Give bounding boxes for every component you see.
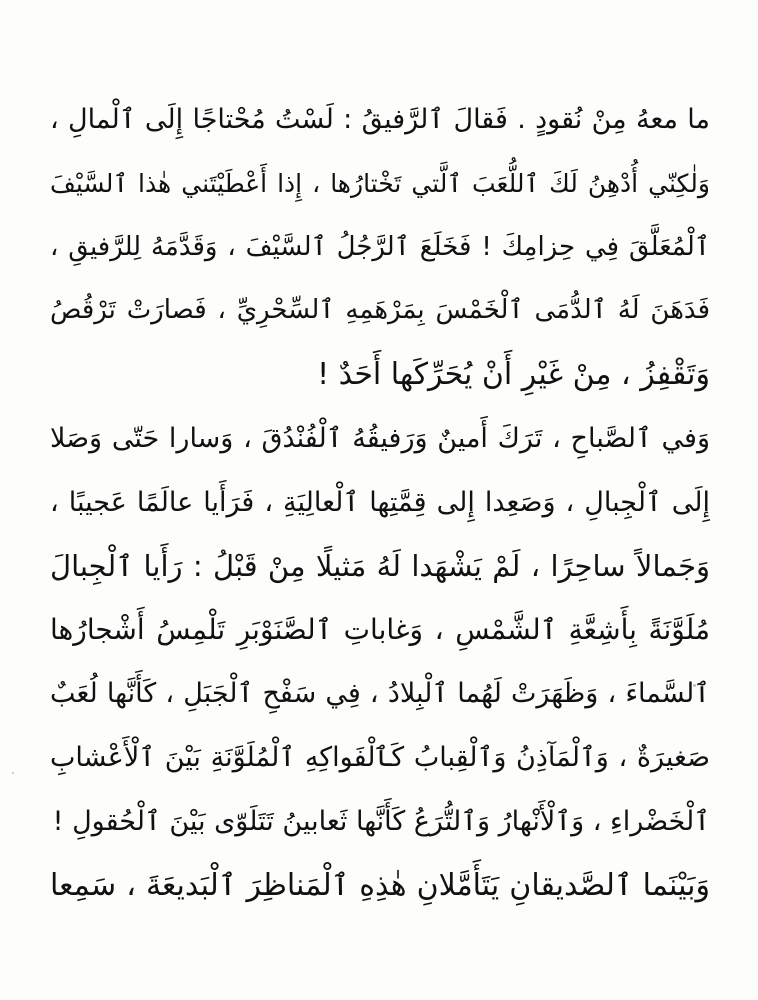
page-speck — [12, 772, 14, 774]
text-line: ما معهُ مِنْ نُقودٍ . فَقالَ ٱلرَّفيقُ : لَسْتُ مُحْتاجًا إِلَى ٱلْمالِ ، — [50, 104, 710, 135]
arabic-text-block — [50, 88, 710, 917]
text-line: وَتَقْفِزُ ، مِنْ غَيْرِ أَنْ يُحَرِّكَها أَحَدٌ ! — [317, 357, 710, 393]
text-line: ٱلسَّماءَ ، وَظَهَرَتْ لَهُما ٱلْبِلادُ ، فِي سَفْحِ ٱلْجَبَلِ ، كَأَنَّها لُعَبٌ — [50, 678, 710, 710]
text-line: إِلَى ٱلْجِبالِ ، وَصَعِدا إِلى قِمَّتِها ٱلْعالِيَةِ ، فَرَأَيا عالَمًا عَجيبًا ، — [50, 486, 710, 518]
text-line: وَبَيْنَما ٱلصَّديقانِ يَتَأَمَّلانِ هٰذِهِ ٱلْمَناظِرَ ٱلْبَديعَةَ ، سَمِعا — [50, 867, 710, 903]
text-line: وَجَمالاً ساحِرًا ، لَمْ يَشْهَدا لَهُ مَثيلًا مِنْ قَبْلُ : رَأَيا ٱلْجِبالَ — [50, 548, 710, 583]
text-line: صَغيرَةٌ ، وَٱلْمَآذِنُ وَٱلْقِبابُ كَٱلْفَواكِهِ ٱلْمُلَوَّنَةِ بَيْنَ ٱلْأَعْشابِ — [50, 741, 710, 773]
text-line: فَدَهَنَ لَهُ ٱلدُّمَى ٱلْخَمْسَ بِمَرْهَمِهِ ٱلسِّحْرِيِّ ، فَصارَتْ تَرْقُصُ — [50, 295, 710, 326]
text-line: مُلَوَّنَةً بِأَشِعَّةِ ٱلشَّمْسِ ، وَغاباتِ ٱلصَّنَوْبَرِ تَلْمِسُ أَشْجارُها — [50, 613, 710, 647]
text-line: ٱلْخَضْراءِ ، وَٱلْأَنْهارُ وَٱلتُّرَعُ كَأَنَّها ثَعابينُ تَتَلَوّى بَيْنَ ٱلْحُقولِ ! — [52, 805, 710, 837]
text-line: وَلٰكِنّي أُدْهِنُ لَكَ ٱللُّعَبَ ٱلَّتي تَخْتارُها ، إِذا أَعْطَيْتَني هٰذا ٱلسَّيْفَ — [50, 168, 710, 198]
text-line: وَفي ٱلصَّباحِ ، تَرَكَ أَمينٌ وَرَفيقُهُ ٱلْفُنْدُقَ ، وَسارا حَتّى وَصَلا — [50, 422, 710, 454]
text-line: ٱلْمُعَلَّقَ فِي حِزامِكَ ! فَخَلَعَ ٱلرَّجُلُ ٱلسَّيْفَ ، وَقَدَّمَهُ لِلرَّفيقِ ، — [50, 231, 710, 262]
